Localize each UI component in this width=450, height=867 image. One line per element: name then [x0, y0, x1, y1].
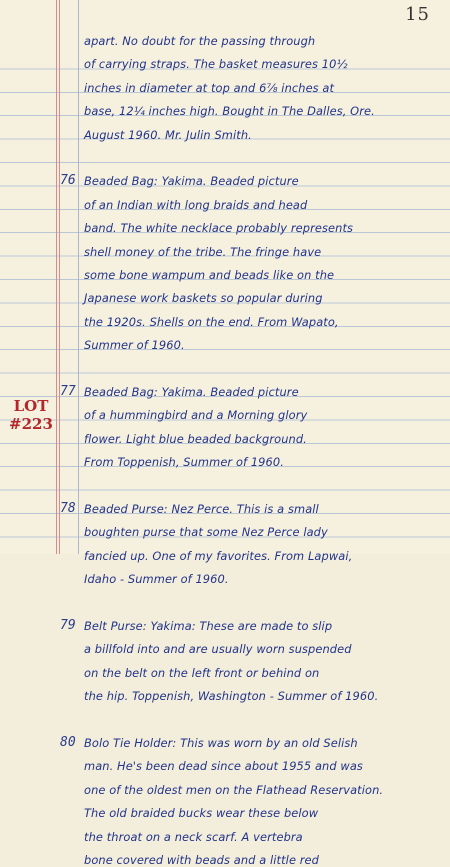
text-line: inches in diameter at top and 6⅞ inches at: [84, 80, 335, 95]
text-line: on the belt on the left front or behind on: [84, 665, 320, 680]
text-line: August 1960. Mr. Julin Smith.: [84, 127, 252, 142]
text-line: Bolo Tie Holder: This was worn by an old Selish: [84, 736, 358, 750]
text-line: of carrying straps. The basket measures 10½: [84, 57, 348, 72]
text-line: The old braided bucks wear these below: [84, 806, 319, 821]
text-line: apart. No doubt for the passing through: [84, 34, 316, 48]
entry-number: 78: [60, 501, 76, 516]
text-line: Summer of 1960.: [84, 338, 185, 353]
text-line: the 1920s. Shells on the end. From Wapato,: [84, 314, 339, 329]
text-line: the throat on a neck scarf. A vertebra: [84, 829, 303, 844]
text-line: flower. Light blue beaded background.: [84, 431, 307, 446]
entry-number: 76: [60, 173, 76, 189]
text-line: boughten purse that some Nez Perce lady: [84, 525, 328, 540]
lot-mark-number: #223: [9, 415, 53, 433]
lot-mark: [8, 397, 54, 433]
text-line: fancied up. One of my favorites. From Lapwai,: [84, 548, 353, 563]
entry-number: 77: [60, 384, 76, 399]
text-line: Idaho - Summer of 1960.: [84, 572, 229, 587]
page-number: 15: [405, 4, 430, 25]
text-line: one of the oldest men on the Flathead Reservation.: [84, 782, 384, 797]
text-line: Japanese work baskets so popular during: [84, 291, 323, 306]
text-line: shell money of the tribe. The fringe have: [84, 244, 322, 259]
text-line: man. He's been dead since about 1955 and was: [84, 759, 363, 774]
margin-rule-red-left: [56, 0, 57, 554]
text-line: a billfold into and are usually worn suspended: [84, 642, 352, 657]
text-line: From Toppenish, Summer of 1960.: [84, 455, 284, 470]
text-line: base, 12¼ inches high. Bought in The Dalles, Ore.: [84, 104, 375, 119]
text-line: some bone wampum and beads like on the: [84, 268, 335, 282]
text-line: of an Indian with long braids and head: [84, 197, 308, 212]
text-line: bone covered with beads and a little red: [84, 853, 319, 867]
text-line: Belt Purse: Yakima: These are made to slip: [84, 619, 333, 633]
lot-mark-label: LOT: [13, 397, 49, 415]
text-line: Beaded Bag: Yakima. Beaded picture: [84, 385, 299, 399]
margin-rule-blue: [78, 0, 79, 554]
text-line: the hip. Toppenish, Washington - Summer of 1960.: [84, 689, 379, 704]
margin-rule-red-right: [59, 0, 60, 554]
text-line: Beaded Purse: Nez Perce. This is a small: [84, 502, 319, 516]
entry-number: 79: [60, 618, 76, 633]
text-line: band. The white necklace probably represents: [84, 221, 354, 236]
text-line: of a hummingbird and a Morning glory: [84, 408, 308, 423]
entry-number: 80: [60, 735, 76, 750]
text-line: Beaded Bag: Yakima. Beaded picture: [84, 174, 299, 189]
